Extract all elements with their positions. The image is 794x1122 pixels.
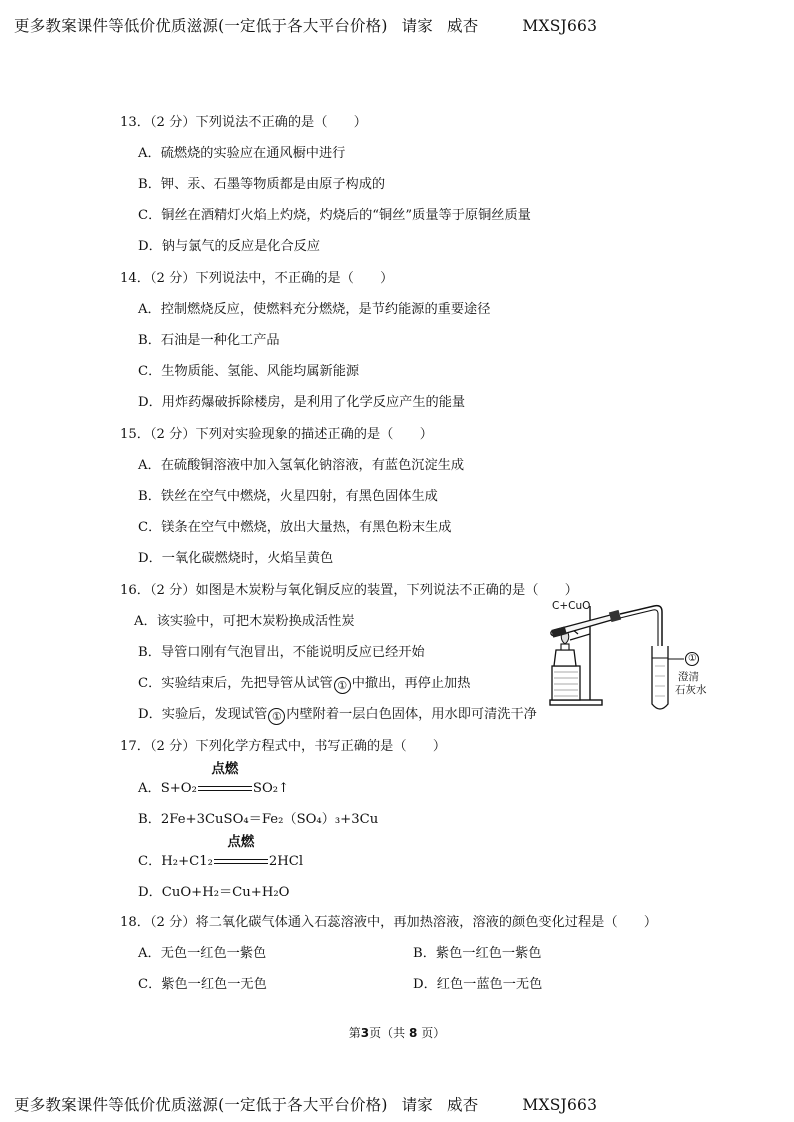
wood-block [552,666,580,700]
stand-base [550,700,602,705]
q13-option-c: C．铜丝在酒精灯火焰上灼烧，灼烧后的“铜丝”质量等于原铜丝质量 [138,208,531,223]
q18-option-b: B．紫色一红色一紫色 [413,946,542,961]
q14-option-d: D．用炸药爆破拆除楼房，是利用了化学反应产生的能量 [138,395,466,410]
banner-text: 更多教案课件等低价优质滋源(一定低于各大平台价格) [14,17,388,35]
footer-banner [14,1093,597,1115]
banner-contact-name: 威杏 [447,17,479,35]
q13-option-d: D．钠与氯气的反应是化合反应 [138,239,321,254]
q18-option-d: D．红色一蓝色一无色 [413,977,543,992]
q15-option-a: A．在硫酸铜溶液中加入氢氧化钠溶液，有蓝色沉淀生成 [138,458,465,473]
question-15-stem: 15．（2 分）下列对实验现象的描述正确的是（ ） [120,427,433,442]
question-18-stem: 18．（2 分）将二氧化碳气体通入石蕊溶液中，再加热溶液，溶液的颜色变化过程是（ ） [120,915,658,930]
banner-contact-prefix: 请家 [401,1096,434,1114]
reaction-test-tube [551,610,621,638]
header-banner [14,14,597,36]
reaction-condition: 点燃 [198,774,252,792]
q16-option-a: A．该实验中，可把木炭粉换成活性炭 [134,614,355,629]
banner-code: MXSJ663 [522,17,598,35]
reaction-condition: 点燃 [214,847,268,865]
question-13-stem: 13．（2 分）下列说法不正确的是（ ） [120,115,367,130]
q13-option-a: A．硫燃烧的实验应在通风橱中进行 [138,146,346,161]
q15-option-d: D．一氧化碳燃烧时，火焰呈黄色 [138,551,334,566]
apparatus-figure [546,600,716,718]
banner-contact-prefix: 请家 [401,17,434,35]
q17-option-c: C．H₂+C1₂ 点燃 2HCl [138,834,304,869]
q14-option-b: B．石油是一种化工产品 [138,333,280,348]
q14-option-a: A．控制燃烧反应，使燃料充分燃烧，是节约能源的重要途径 [138,302,491,317]
page-number: 第3页（共 8 页） [348,1026,446,1040]
tube-mark: ① [268,708,285,725]
q17-option-b: B．2Fe+3CuSO₄＝Fe₂（SO₄）₃+3Cu [138,812,379,827]
q15-option-c: C．镁条在空气中燃烧，放出大量热，有黑色粉末生成 [138,520,452,535]
alcohol-lamp [554,650,576,666]
q16-option-c: C．实验结束后，先把导管从试管 ① 中撤出，再停止加热 [138,676,471,692]
label-mark: ① [688,653,697,664]
q16-option-d: D．实验后，发现试管 ① 内壁附着一层白色固体，用水即可清洗干净 [138,707,537,723]
banner-contact-name: 威杏 [447,1096,479,1114]
question-17-stem: 17．（2 分）下列化学方程式中，书写正确的是（ ） [120,739,447,754]
q18-option-c: C．紫色一红色一无色 [138,977,267,992]
q13-option-b: B．钾、汞、石墨等物质都是由原子构成的 [138,177,386,192]
q16-option-b: B．导管口刚有气泡冒出，不能说明反应已经开始 [138,645,425,660]
q18-option-a: A．无色一红色一紫色 [138,946,267,961]
banner-text: 更多教案课件等低价优质滋源(一定低于各大平台价格) [14,1096,388,1114]
label-limewater: 石灰水 [675,684,707,696]
q14-option-c: C．生物质能、氢能、风能均属新能源 [138,364,360,379]
clamp-arm [570,634,590,640]
tube-mark: ① [334,677,351,694]
q17-option-a: A．S+O₂ 点燃 SO₂↑ [138,761,290,796]
label-clear: 澄清 [678,671,699,683]
q15-option-b: B．铁丝在空气中燃烧，火星四射，有黑色固体生成 [138,489,438,504]
label-c-cuo: C+CuO [552,600,591,612]
question-14-stem: 14．（2 分）下列说法中，不正确的是（ ） [120,271,394,286]
question-16-stem: 16．（2 分）如图是木炭粉与氧化铜反应的装置，下列说法不正确的是（ ） [120,583,578,598]
limewater-tube [652,646,668,709]
banner-code: MXSJ663 [522,1096,598,1114]
q17-option-d: D．CuO+H₂＝Cu+H₂O [138,885,290,900]
